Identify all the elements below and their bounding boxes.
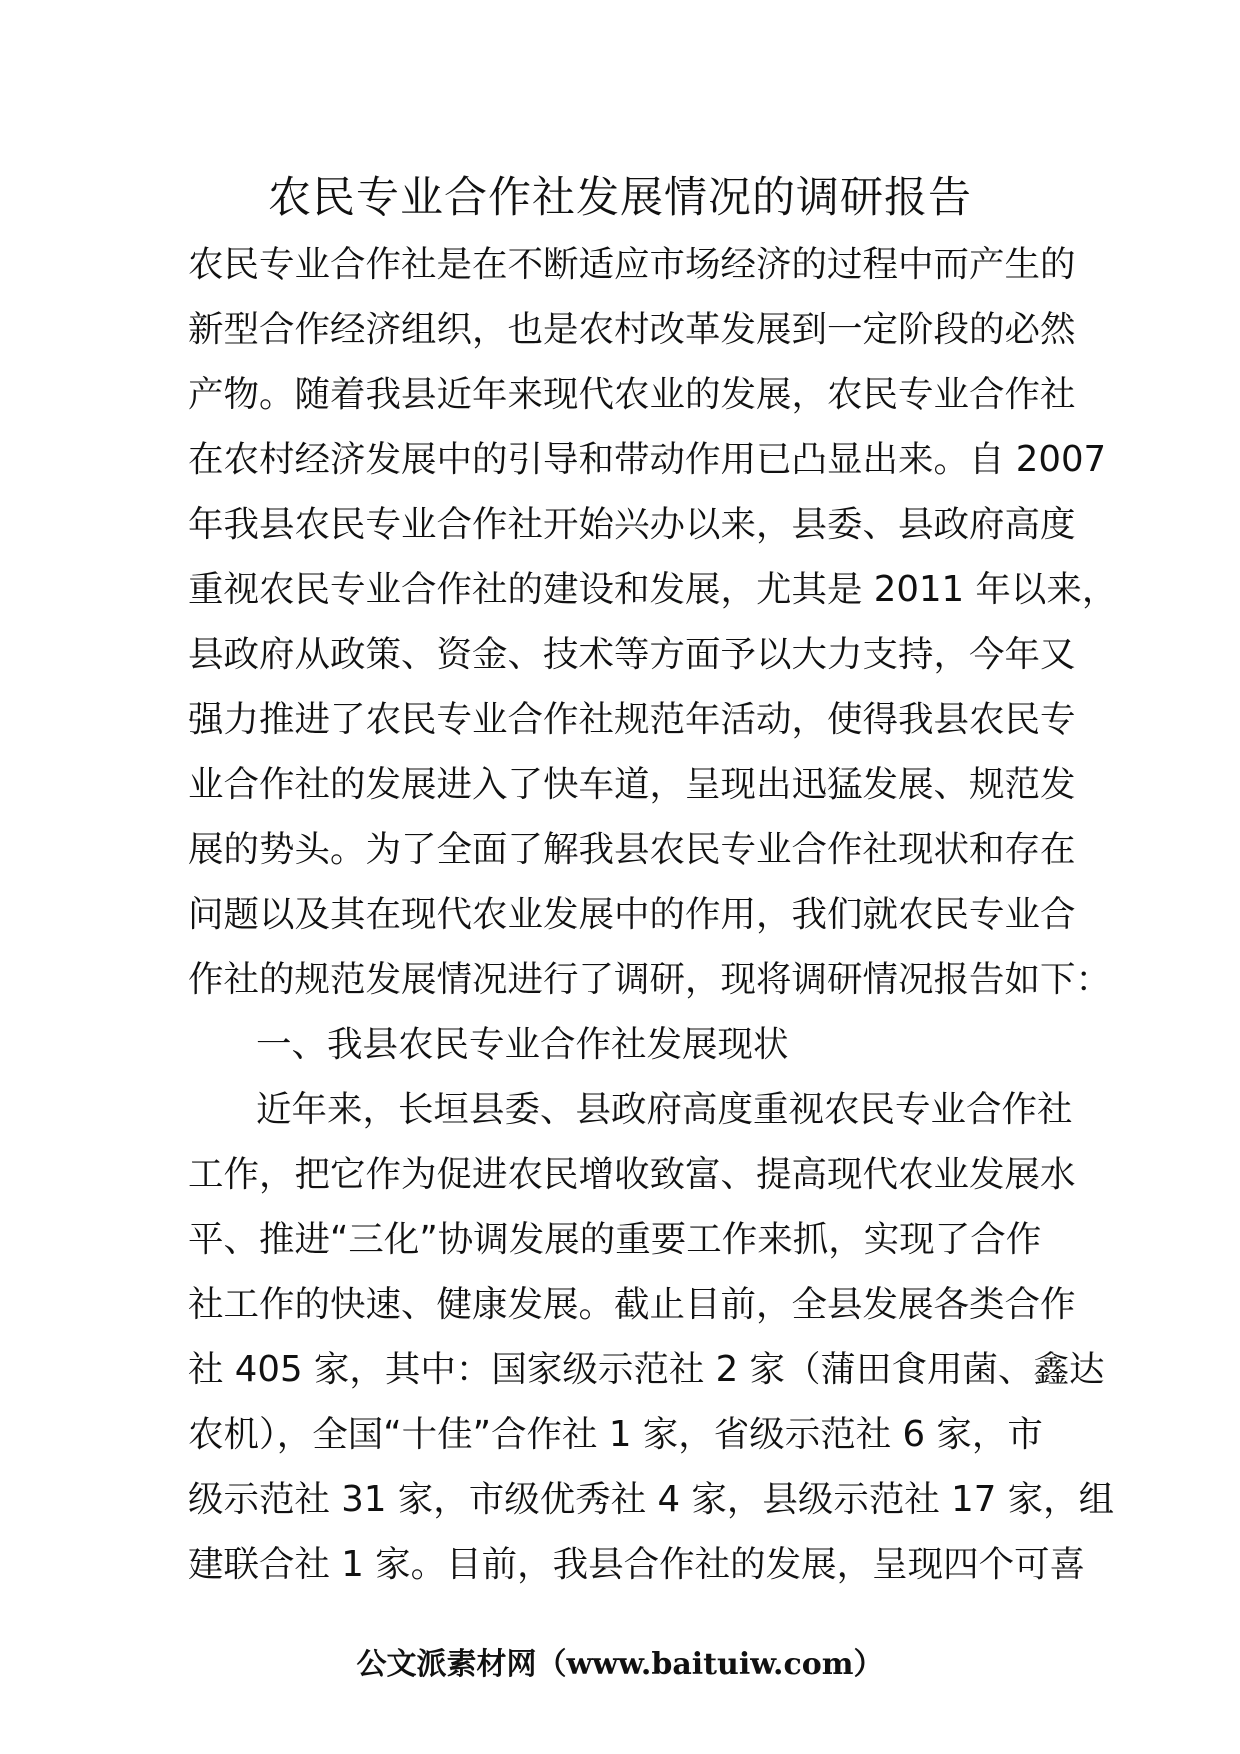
body-line: 在农村经济发展中的引导和带动作用已凸显出来。自 2007 [188, 439, 1107, 480]
body-line: 问题以及其在现代农业发展中的作用，我们就农民专业合 [188, 894, 1076, 935]
body-line: 工作，把它作为促进农民增收致富、提高现代农业发展水 [188, 1154, 1076, 1195]
body-line: 近年来，长垣县委、县政府高度重视农民专业合作社 [256, 1089, 1073, 1130]
body-line: 年我县农民专业合作社开始兴办以来，县委、县政府高度 [188, 504, 1076, 545]
footer-watermark: 公文派素材网（www.baituiw.com） [356, 1647, 884, 1682]
body-line: 社工作的快速、健康发展。截止目前，全县发展各类合作 [188, 1284, 1076, 1325]
body-line: 新型合作经济组织，也是农村改革发展到一定阶段的必然 [188, 309, 1076, 350]
body-line: 社 405 家，其中：国家级示范社 2 家（蒲田食用菌、鑫达 [188, 1349, 1105, 1390]
body-line: 县政府从政策、资金、技术等方面予以大力支持，今年又 [188, 634, 1076, 675]
body-line: 作社的规范发展情况进行了调研，现将调研情况报告如下： [188, 959, 1112, 1000]
body-line: 重视农民专业合作社的建设和发展，尤其是 2011 年以来， [188, 569, 1118, 610]
body-line: 强力推进了农民专业合作社规范年活动，使得我县农民专 [188, 699, 1076, 740]
body-line: 级示范社 31 家，市级优秀社 4 家，县级示范社 17 家，组 [188, 1479, 1115, 1520]
body-line: 业合作社的发展进入了快车道，呈现出迅猛发展、规范发 [188, 764, 1076, 805]
section-heading: 一、我县农民专业合作社发展现状 [256, 1024, 789, 1065]
body-line: 建联合社 1 家。目前，我县合作社的发展，呈现四个可喜 [188, 1544, 1086, 1585]
body-line: 产物。随着我县近年来现代农业的发展，农民专业合作社 [188, 374, 1076, 415]
body-line: 平、推进“三化”协调发展的重要工作来抓，实现了合作 [188, 1219, 1042, 1260]
body-line: 农机），全国“十佳”合作社 1 家，省级示范社 6 家，市 [188, 1414, 1043, 1455]
body-line: 展的势头。为了全面了解我县农民专业合作社现状和存在 [188, 829, 1076, 870]
document-title: 农民专业合作社发展情况的调研报告 [268, 173, 972, 223]
body-line: 农民专业合作社是在不断适应市场经济的过程中而产生的 [188, 244, 1076, 285]
document-body [188, 232, 1118, 1597]
